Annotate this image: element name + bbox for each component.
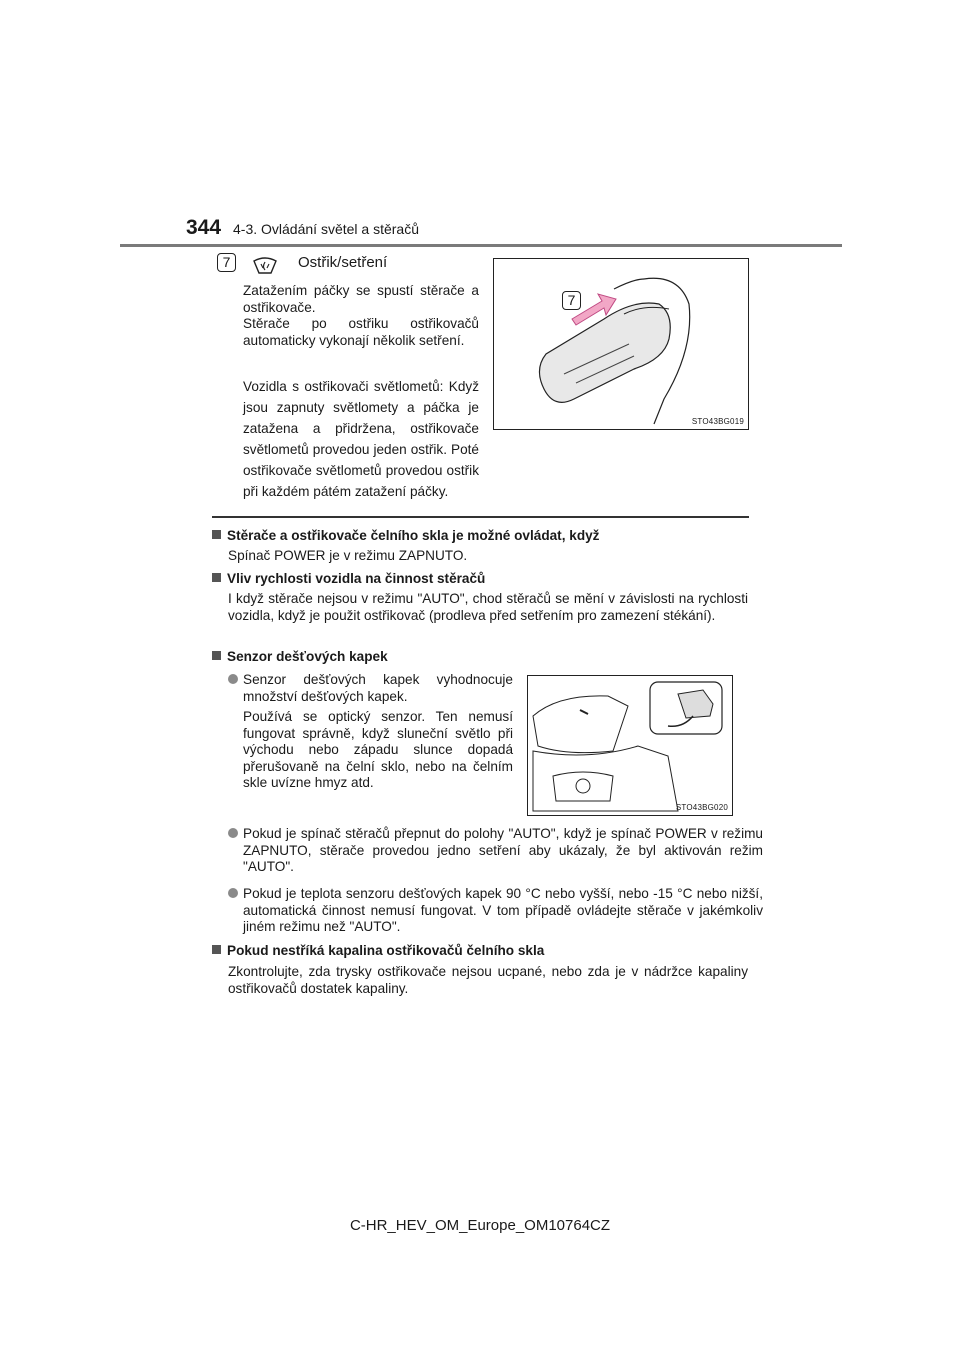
square-bullet-icon bbox=[212, 651, 221, 660]
square-bullet-icon bbox=[212, 945, 221, 954]
item-number-badge: 7 bbox=[217, 253, 236, 272]
car-drawing bbox=[528, 676, 732, 815]
bullet-text: Používá se optický senzor. Ten nemusí fungovat správně, když sluneční světlo při východu nebo západu slunce dopadá přerušovaně na čelní sklo, nebo na čelním skle uvízne hmyz atd. bbox=[243, 709, 513, 790]
note-text: Zkontrolujte, zda trysky ostřikovače nejsou ucpané, nebo zda je v nádržce kapaliny ostřikovačů dostatek kapaliny. bbox=[228, 964, 748, 996]
note-heading bbox=[212, 649, 388, 664]
figure-code: STO43BG019 bbox=[691, 417, 744, 426]
note-heading-text: Stěrače a ostřikovače čelního skla je možné ovládat, když bbox=[227, 528, 600, 543]
callout-badge: 7 bbox=[562, 291, 581, 310]
note-text: Spínač POWER je v režimu ZAPNUTO. bbox=[228, 548, 468, 563]
item-description bbox=[243, 283, 479, 349]
windshield-washer-icon bbox=[252, 253, 278, 275]
circle-bullet-icon bbox=[228, 674, 238, 684]
bullet-item bbox=[228, 672, 513, 792]
item-title: Ostřik/setření bbox=[298, 254, 388, 271]
bullet-item bbox=[228, 826, 763, 876]
section-divider bbox=[212, 516, 749, 518]
note-heading bbox=[212, 528, 599, 543]
document-code: C-HR_HEV_OM_Europe_OM10764CZ bbox=[349, 1217, 611, 1234]
note-heading-text: Pokud nestříká kapalina ostřikovačů čelního skla bbox=[227, 943, 545, 958]
note-heading bbox=[212, 571, 485, 586]
lever-drawing bbox=[494, 259, 748, 429]
bullet-item bbox=[228, 886, 763, 936]
note-heading-text: Vliv rychlosti vozidla na činnost stěračů bbox=[227, 571, 486, 586]
bullet-text: Pokud je teplota senzoru dešťových kapek 90 °C nebo vyšší, nebo -15 °C nebo nižší, automatická činnost nemusí fungovat. V tom případě ovládejte stěrače v jakémkoliv jiném režimu než "AUTO". bbox=[243, 886, 763, 934]
note-text: I když stěrače nejsou v režimu "AUTO", chod stěračů se mění v závislosti na rychlosti vozidla, když je použit ostřikovač (prodleva před setřením pro zamezení stékání). bbox=[228, 591, 748, 623]
bullet-text: Senzor dešťových kapek vyhodnocuje množství dešťových kapek. bbox=[243, 672, 513, 704]
item-description-line: Stěrače po ostřiku ostřikovačů automaticky vykonají několik setření. bbox=[243, 316, 479, 348]
rain-sensor-illustration bbox=[527, 675, 733, 816]
circle-bullet-icon bbox=[228, 888, 238, 898]
square-bullet-icon bbox=[212, 573, 221, 582]
note-heading bbox=[212, 943, 544, 958]
wiper-lever-illustration bbox=[493, 258, 749, 430]
page-number: 344 bbox=[186, 216, 222, 239]
note-heading-text: Senzor dešťových kapek bbox=[227, 649, 388, 664]
circle-bullet-icon bbox=[228, 828, 238, 838]
section-title: 4-3. Ovládání světel a stěračů bbox=[233, 221, 419, 237]
headlight-washer-description: Vozidla s ostřikovači světlometů: Když jsou zapnuty světlomety a páčka je zatažena a přidržena, ostřikovače světlometů provedou jeden ostřik. Poté ostřikovače světlometů provedou ostřik při každém pátém zatažení páčky. bbox=[243, 379, 479, 499]
header-rule bbox=[120, 244, 842, 247]
square-bullet-icon bbox=[212, 530, 221, 539]
bullet-text: Pokud je spínač stěračů přepnut do polohy "AUTO", když je spínač POWER v režimu ZAPNUTO, stěrače provedou jedno setření aby ukázaly, že byl aktivován režim "AUTO". bbox=[243, 826, 763, 874]
item-description-line: Zatažením páčky se spustí stěrače a ostřikovače. bbox=[243, 283, 479, 315]
figure-code: STO43BG020 bbox=[675, 803, 728, 812]
